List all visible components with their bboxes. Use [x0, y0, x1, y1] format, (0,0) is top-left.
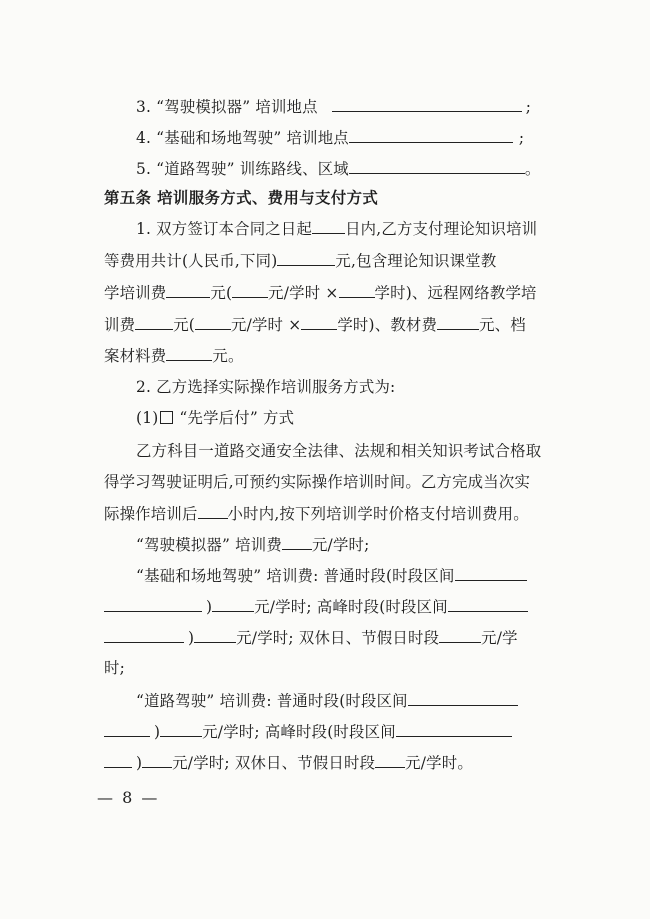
blank-field-normal-period-cont[interactable]: [104, 596, 202, 612]
blank-road-peak-rate[interactable]: [142, 752, 172, 768]
blank-simulator-rate[interactable]: [282, 534, 312, 550]
para-1-line-1: 1. 双方签订本合同之日起 日内,乙方支付理论知识培训: [136, 220, 538, 238]
item-4-label: 4. “基础和场地驾驶” 培训地点: [136, 129, 349, 147]
blank-field-holiday-rate[interactable]: [439, 627, 481, 643]
blank-road-peak-period[interactable]: [396, 721, 512, 737]
blank-total-fee[interactable]: [277, 250, 335, 266]
option-1-line: (1) “先学后付” 方式: [136, 409, 295, 427]
para-1-line-5: 案材料费 元。: [104, 347, 244, 365]
blank-field-location[interactable]: [349, 127, 513, 143]
blank-field-peak-period[interactable]: [448, 596, 528, 612]
field-fee-line-2: ) 元/学时; 高峰时段(时段区间: [104, 596, 548, 617]
blank-remote-hours[interactable]: [301, 314, 337, 330]
blank-archive-fee[interactable]: [166, 345, 212, 361]
para-2-line: 2. 乙方选择实际操作培训服务方式为:: [136, 378, 396, 396]
road-fee-line-2: ) 元/学时; 高峰时段(时段区间: [104, 721, 548, 742]
blank-road-holiday-rate[interactable]: [375, 752, 405, 768]
field-fee-line-3: ) 元/学时; 双休日、节假日时段 元/学: [104, 627, 548, 648]
field-fee-line-1: “基础和场地驾驶” 培训费: 普通时段(时段区间: [136, 565, 548, 586]
option-1-checkbox[interactable]: [160, 411, 173, 424]
item-5-line: 5. “道路驾驶” 训练路线、区域 。: [136, 160, 541, 178]
simulator-fee-line: “驾驶模拟器” 培训费 元/学时;: [136, 536, 370, 554]
blank-field-normal-rate[interactable]: [212, 596, 254, 612]
blank-road-route[interactable]: [349, 158, 525, 174]
item-3-line: 3. “驾驶模拟器” 培训地点 ;: [136, 98, 532, 116]
blank-simulator-location[interactable]: [332, 96, 522, 112]
blank-class-fee[interactable]: [166, 282, 210, 298]
blank-field-peak-rate[interactable]: [194, 627, 236, 643]
blank-days[interactable]: [312, 218, 345, 234]
blank-pay-hours[interactable]: [198, 503, 228, 519]
blank-road-normal-period[interactable]: [408, 690, 518, 706]
blank-road-normal-period-cont[interactable]: [104, 721, 150, 737]
blank-class-hours[interactable]: [339, 282, 375, 298]
blank-road-peak-period-cont[interactable]: [104, 752, 132, 768]
road-fee-line-1: “道路驾驶” 培训费: 普通时段(时段区间: [136, 690, 548, 711]
blank-class-rate[interactable]: [232, 282, 268, 298]
blank-road-normal-rate[interactable]: [160, 721, 202, 737]
item-3-label: 3. “驾驶模拟器” 培训地点: [136, 98, 318, 116]
blank-remote-rate[interactable]: [195, 314, 231, 330]
option-1-desc-2: 得学习驾驶证明后,可预约实际操作培训时间。乙方完成当次实: [104, 473, 531, 491]
blank-field-peak-period-cont[interactable]: [104, 627, 184, 643]
field-fee-line-4: 时;: [104, 659, 125, 677]
para-1-line-3: 学培训费 元( 元/学时 × 学时)、远程网络教学培: [104, 284, 537, 302]
article-5-heading: 第五条 培训服务方式、费用与支付方式: [104, 189, 379, 207]
blank-material-fee[interactable]: [437, 314, 479, 330]
blank-remote-fee[interactable]: [135, 314, 173, 330]
para-1-line-2: 等费用共计(人民币,下同) 元,包含理论知识课堂教: [104, 252, 497, 270]
road-fee-line-3: ) 元/学时; 双休日、节假日时段 元/学时。: [104, 752, 548, 773]
item-5-label: 5. “道路驾驶” 训练路线、区域: [136, 160, 349, 178]
para-1-line-4: 训费 元( 元/学时 × 学时)、教材费 元、档: [104, 316, 526, 334]
blank-field-normal-period[interactable]: [455, 565, 527, 581]
page-number: — 8 —: [97, 788, 160, 807]
item-4-line: 4. “基础和场地驾驶” 培训地点 ;: [136, 129, 525, 147]
option-1-desc-1: 乙方科目一道路交通安全法律、法规和相关知识考试合格取: [136, 442, 542, 460]
option-1-desc-3: 际操作培训后 小时内,按下列培训学时价格支付培训费用。: [104, 505, 529, 523]
